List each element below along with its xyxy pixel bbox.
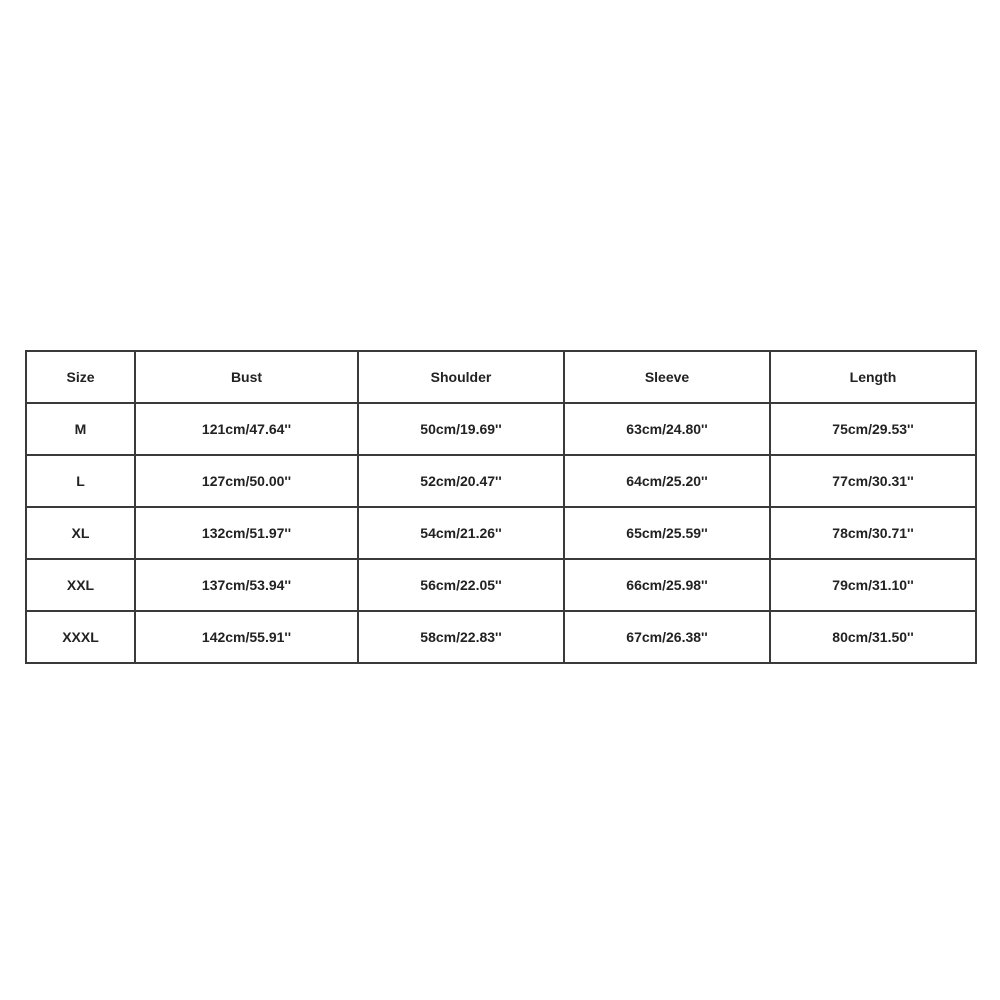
size-chart-table xyxy=(25,350,977,664)
cell-length: 77cm/30.31'' xyxy=(770,455,976,507)
cell-bust: 132cm/51.97'' xyxy=(135,507,358,559)
cell-shoulder: 52cm/20.47'' xyxy=(358,455,564,507)
table-row xyxy=(26,559,976,611)
header-size: Size xyxy=(26,351,135,403)
cell-sleeve: 64cm/25.20'' xyxy=(564,455,770,507)
header-sleeve: Sleeve xyxy=(564,351,770,403)
cell-bust: 137cm/53.94'' xyxy=(135,559,358,611)
header-shoulder: Shoulder xyxy=(358,351,564,403)
cell-shoulder: 50cm/19.69'' xyxy=(358,403,564,455)
cell-sleeve: 65cm/25.59'' xyxy=(564,507,770,559)
table-row xyxy=(26,403,976,455)
cell-length: 79cm/31.10'' xyxy=(770,559,976,611)
cell-size: L xyxy=(26,455,135,507)
cell-length: 75cm/29.53'' xyxy=(770,403,976,455)
cell-bust: 127cm/50.00'' xyxy=(135,455,358,507)
header-row xyxy=(26,351,976,403)
cell-length: 78cm/30.71'' xyxy=(770,507,976,559)
table-row xyxy=(26,507,976,559)
cell-shoulder: 58cm/22.83'' xyxy=(358,611,564,663)
cell-shoulder: 56cm/22.05'' xyxy=(358,559,564,611)
cell-shoulder: 54cm/21.26'' xyxy=(358,507,564,559)
cell-sleeve: 66cm/25.98'' xyxy=(564,559,770,611)
table-row xyxy=(26,455,976,507)
cell-length: 80cm/31.50'' xyxy=(770,611,976,663)
cell-bust: 142cm/55.91'' xyxy=(135,611,358,663)
cell-size: M xyxy=(26,403,135,455)
cell-sleeve: 63cm/24.80'' xyxy=(564,403,770,455)
cell-bust: 121cm/47.64'' xyxy=(135,403,358,455)
cell-sleeve: 67cm/26.38'' xyxy=(564,611,770,663)
cell-size: XL xyxy=(26,507,135,559)
cell-size: XXXL xyxy=(26,611,135,663)
header-bust: Bust xyxy=(135,351,358,403)
cell-size: XXL xyxy=(26,559,135,611)
table-row xyxy=(26,611,976,663)
header-length: Length xyxy=(770,351,976,403)
